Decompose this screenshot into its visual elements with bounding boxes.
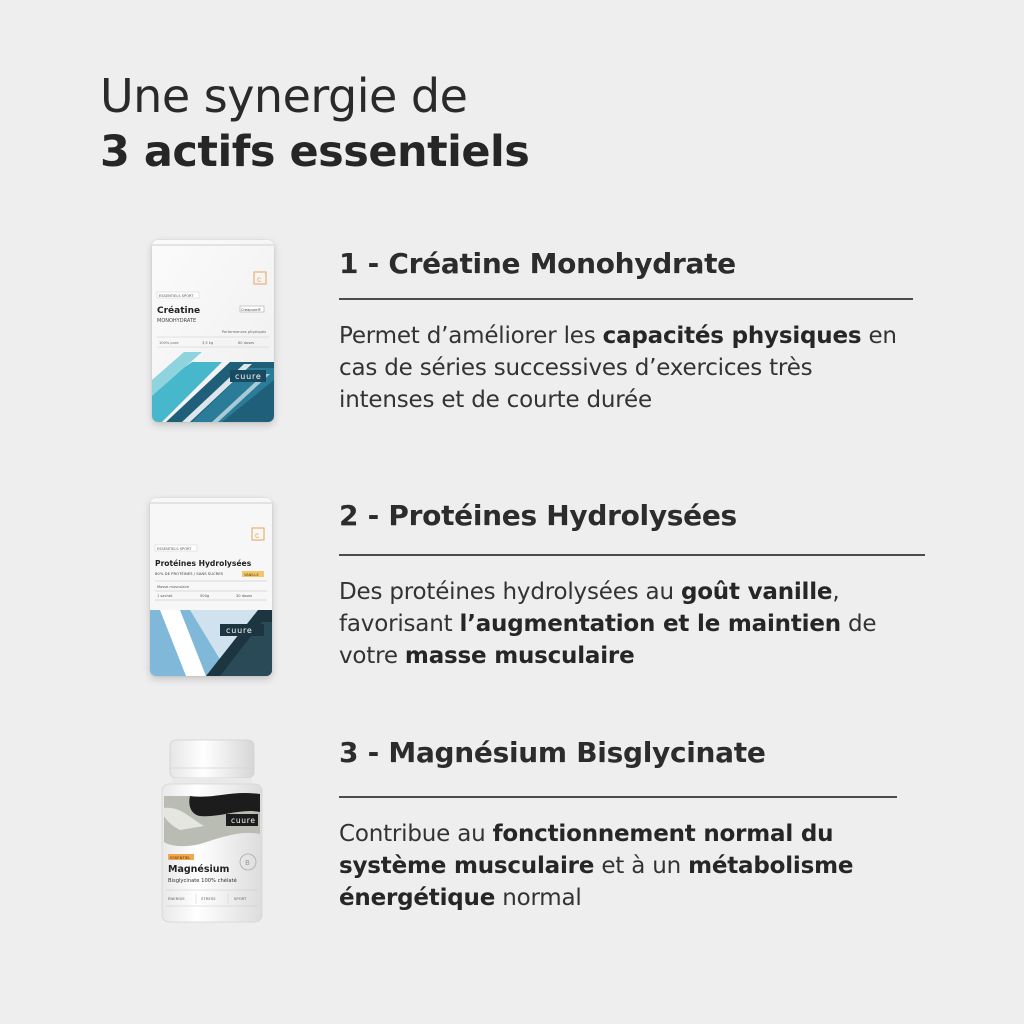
- item-3-desc-text-3: normal: [495, 885, 582, 911]
- magnesium-name: Magnésium: [168, 864, 230, 875]
- svg-text:c: c: [255, 531, 259, 540]
- item-2-title: 2 - Protéines Hydrolysées: [339, 499, 737, 532]
- proteines-brand: cuure: [226, 626, 253, 635]
- proteines-line: Masse musculaire: [157, 585, 190, 589]
- item-2-divider: [339, 554, 925, 556]
- creatine-cell-2: 3,5 kg: [202, 341, 214, 345]
- proteines-sub: 80% DE PROTÉINES / SANS SUCRES: [155, 571, 224, 576]
- item-3-desc-bold-1: fonctionnement normal du système musculaire: [339, 821, 834, 879]
- headline-line-1: Une synergie de: [100, 69, 468, 123]
- magnesium-tag: ESSENTIEL: [170, 855, 191, 860]
- proteines-cell-1: 1 sachet: [157, 594, 173, 598]
- svg-text:B: B: [245, 859, 250, 867]
- item-2-desc-bold-3: masse musculaire: [404, 643, 635, 669]
- item-2-desc-text-3: de votre: [339, 611, 877, 669]
- creatine-tag: ESSENTIELS SPORT: [159, 294, 194, 298]
- magnesium-sub: Bisglycinate 100% chélaté: [168, 878, 237, 884]
- item-3-desc-text-1: Contribue au: [339, 821, 493, 847]
- item-1-desc-text-2: en cas de séries successives d’exercices très intenses et de courte durée: [339, 323, 897, 413]
- creatine-sub: MONOHYDRATE: [157, 318, 197, 324]
- proteines-pouch-art: [150, 498, 272, 676]
- proteines-cell-3: 30 doses: [236, 594, 253, 598]
- item-1-title: 1 - Créatine Monohydrate: [339, 247, 736, 280]
- item-2-desc-bold-1: goût vanille: [680, 579, 833, 605]
- creatine-cell-3: 60 doses: [238, 341, 255, 345]
- magnesium-brand: cuure: [231, 816, 256, 825]
- item-2-desc-text-1: Des protéines hydrolysées au: [339, 579, 681, 605]
- item-1-desc-bold-1: capacités physiques: [602, 323, 862, 349]
- magnesium-bottle-art: [160, 738, 264, 924]
- item-2-desc-text-2: , favorisant: [339, 579, 840, 637]
- proteines-pouch-image: [150, 498, 272, 676]
- creatine-brand: cuure: [235, 372, 262, 381]
- item-3-divider: [339, 796, 897, 798]
- proteines-name: Protéines Hydrolysées: [155, 559, 252, 568]
- magnesium-cell-1: ÉNERGIE: [168, 896, 185, 901]
- creatine-name: Créatine: [157, 306, 201, 316]
- creatine-pouch-image: [152, 240, 274, 422]
- svg-text:c: c: [257, 275, 261, 284]
- item-3-description: [339, 818, 909, 914]
- item-3-desc-bold-2: métabolisme énergétique: [339, 853, 854, 911]
- item-3-desc-text-2: et à un: [594, 853, 689, 879]
- creatine-line: Performances physiques: [222, 330, 266, 334]
- proteines-tag: ESSENTIELS SPORT: [157, 547, 192, 551]
- item-1-divider: [339, 298, 913, 300]
- magnesium-cell-2: STRESS: [201, 896, 216, 901]
- creatine-cell-1: 100% pure: [159, 341, 179, 345]
- headline: [100, 68, 529, 180]
- item-2-desc-bold-2: l’augmentation et le maintien: [459, 611, 841, 637]
- item-2-description: [339, 576, 939, 672]
- magnesium-cell-3: SPORT: [234, 896, 247, 901]
- creatine-pouch-art: [152, 240, 274, 422]
- proteines-cell-2: 500g: [200, 594, 210, 598]
- item-3-title: 3 - Magnésium Bisglycinate: [339, 736, 766, 769]
- proteines-flavor: VANILLE: [244, 573, 259, 577]
- creatine-badge: Creapure®: [241, 308, 262, 312]
- magnesium-bottle-image: [160, 738, 264, 924]
- item-1-desc-text-1: Permet d’améliorer les: [339, 323, 603, 349]
- headline-line-2: 3 actifs essentiels: [100, 127, 530, 177]
- item-1-description: [339, 320, 899, 416]
